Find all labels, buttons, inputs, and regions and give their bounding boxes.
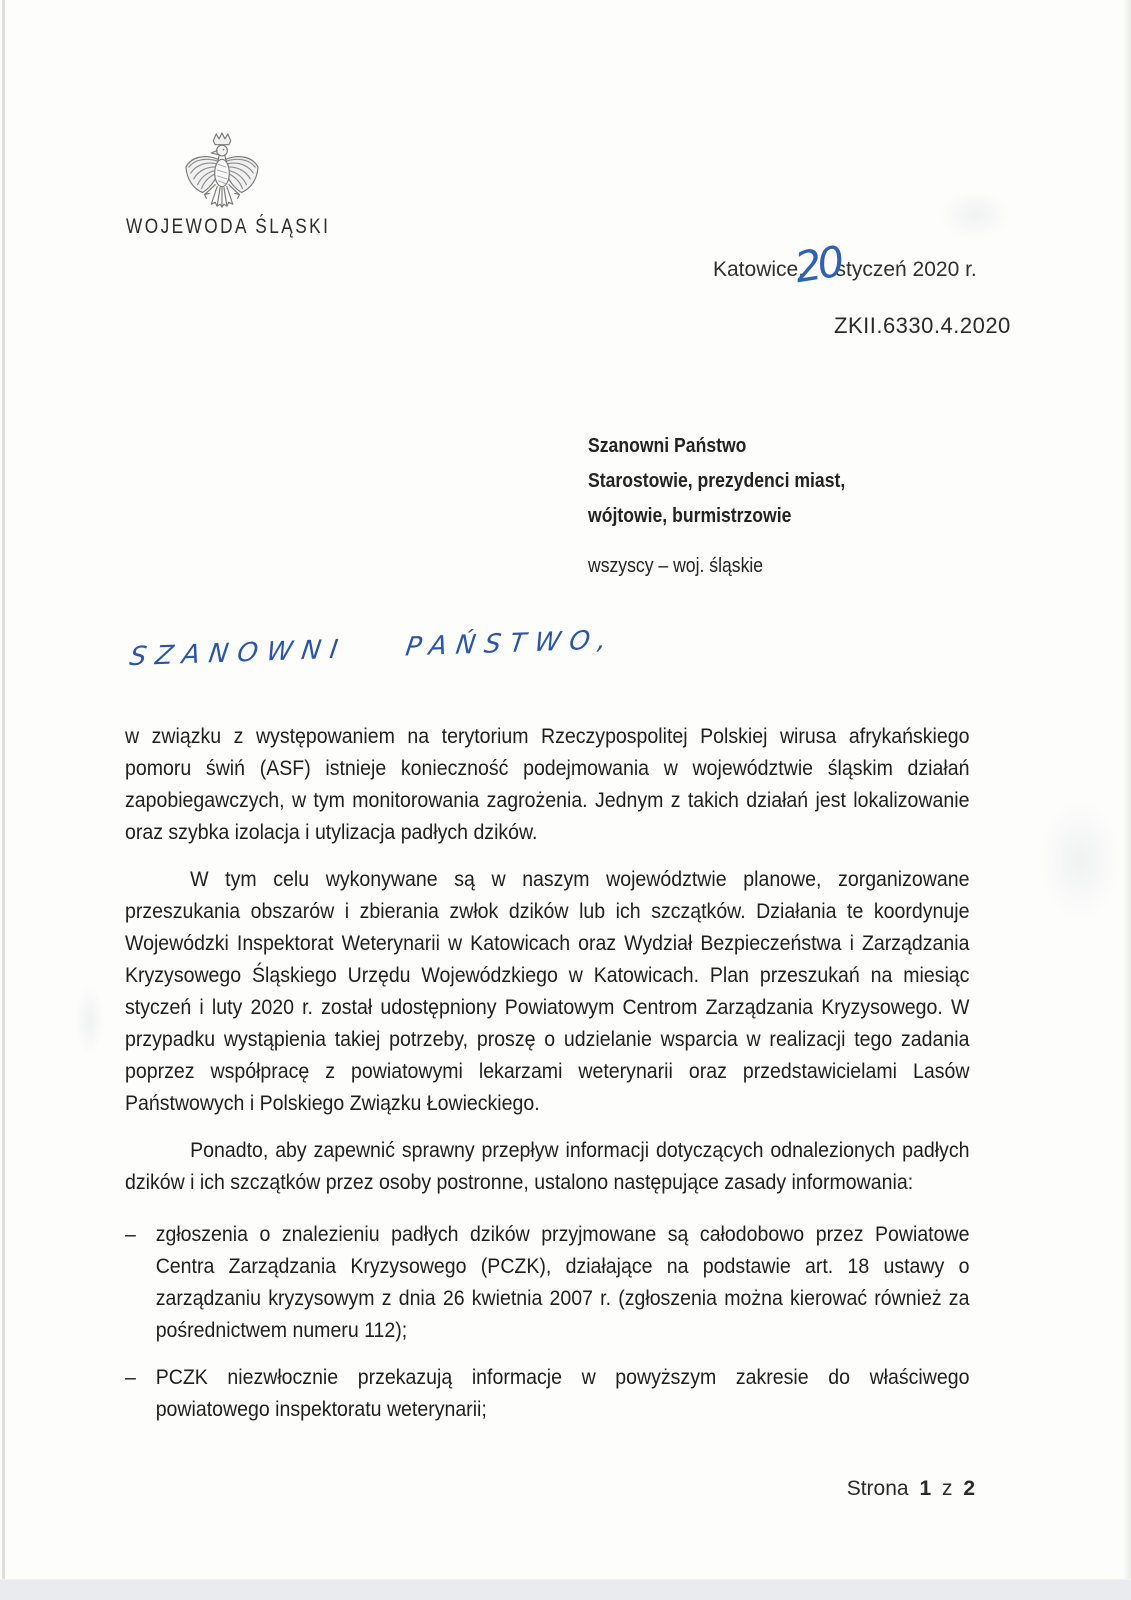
voivode-title: WOJEWODA ŚLĄSKI [126,215,331,238]
addressee-line-3: wójtowie, burmistrzowie [588,505,792,527]
dateline-rest: styczeń 2020 r. [835,258,977,281]
scan-edge-left [2,0,5,1600]
footer-label: Strona [846,1477,909,1500]
polish-eagle-emblem-icon [183,129,261,215]
bullet-text: zgłoszenia o znalezieniu padłych dzików przyjmowane są całodobowo przez Powiatowe Centra Zarządzania Kryzysowego (PCZK), działające na podstawie art. 18 ustawy o zarządzaniu kryzysowym z dnia 26 kwietnia 2007 r. (zgłoszenia można kierować również za pośrednictwem numeru 112); [155,1223,970,1342]
scan-noise [940,190,1010,240]
footer-total-pages: 2 [963,1477,975,1500]
bullet-text: PCZK niezwłocznie przekazują informacje w powyższym zakresie do właściwego powiatowego inspektoratu weterynarii; [155,1366,970,1421]
page-footer [847,1477,975,1501]
body-paragraph-2: W tym celu wykonywane są w naszym województwie planowe, zorganizowane przeszukania obszarów i zbierania zwłok dzików lub ich szczątków. Działania te koordynuje Wojewódzki Inspektorat Weterynarii w Katowicach oraz Wydział Bezpieczeństwa i Zarządzania Kryzysowego Śląskiego Urzędu Wojewódzkiego w Katowicach. Plan przeszukań na miesiąc styczeń i luty 2020 r. został udostępniony Powiatowym Centrom Zarządzania Kryzysowego. W przypadku wystąpienia takiej potrzeby, proszę o udzielanie wsparcia w realizacji tego zadania poprzez współpracę z powiatowymi lekarzami weterynarii oraz przedstawicielami Lasów Państwowych i Polskiego Związku Łowieckiego. [125,868,970,1115]
addressee-line-1: Szanowni Państwo [588,435,747,457]
body-paragraph-3: Ponadto, aby zapewnić sprawny przepływ informacji dotyczących odnalezionych padłych dzików i ich szczątków przez osoby postronne, ustalono następujące zasady informowania: [125,1139,970,1194]
scan-bottom-shadow [0,1579,1131,1600]
handwritten-greeting: SZANOWNI PAŃSTWO, [127,625,618,673]
bullet-item [125,1362,969,1426]
addressee-line-4: wszyscy – woj. śląskie [588,555,764,577]
addressee-spacer [588,534,845,549]
bullet-dash-marker: – [125,1223,136,1246]
scan-edge-right [1123,0,1131,1600]
scan-noise [1040,800,1120,920]
bullet-list [125,1219,969,1426]
bullet-dash-marker: – [125,1366,136,1389]
addressee-line-2: Starostowie, prezydenci miast, [588,470,846,492]
dateline [713,236,1003,293]
scan-noise [75,985,105,1055]
body-paragraph-1: w związku z występowaniem na terytorium Rzeczypospolitej Polskiej wirusa afrykańskiego pomoru świń (ASF) istnieje konieczność podejmowania w województwie śląskim działań zapobiegawczych, w tym monitorowania zagrożenia. Jednym z takich działań jest lokalizowanie oraz szybka izolacja i utylizacja padłych dzików. [125,725,970,844]
reference-number: ZKII.6330.4.2020 [834,313,1011,338]
letter-body [125,721,969,1441]
footer-page-number: 1 [919,1477,932,1500]
dateline-city: Katowice, [713,258,805,281]
footer-separator: z [941,1477,953,1500]
addressee-block [588,429,845,584]
bullet-item [125,1219,969,1347]
handwritten-day: 20 [791,236,844,293]
